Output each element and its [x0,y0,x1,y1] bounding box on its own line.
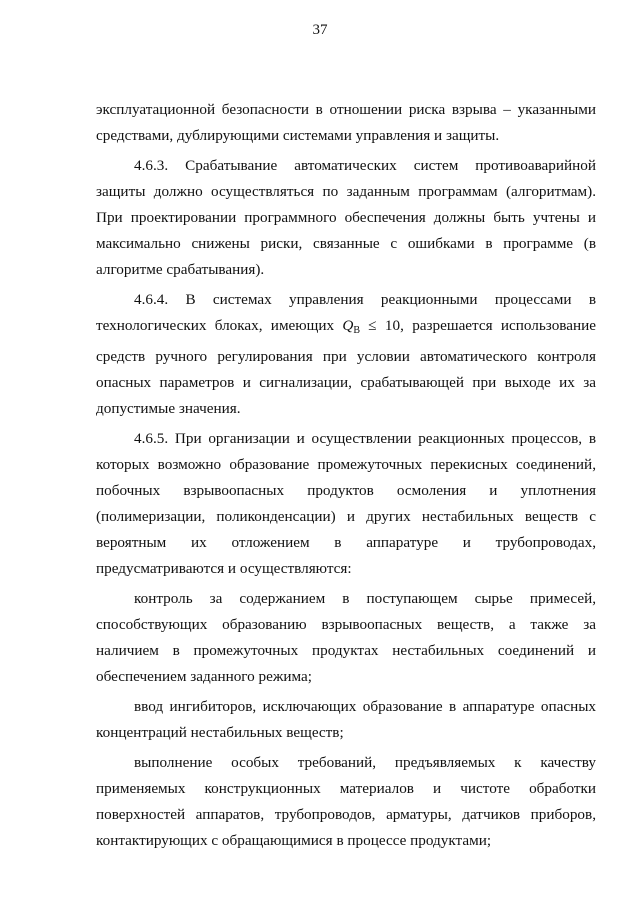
q-symbol: Q [342,317,354,334]
document-body [96,97,596,858]
list-item-inhibitors: ввод ингибиторов, исключающих образование в аппаратуре опасных концентраций нестабильных веществ; [96,698,596,741]
q-subscript: B [353,325,360,336]
paragraph-continuation: эксплуатационной безопасности в отношении риска взрыва – указанными средствами, дублирующими системами управления и защиты. [96,101,596,144]
paragraph-4-6-4-part-after: ≤ 10, разрешается использование средств ручного регулирования при условии автоматического контроля опасных параметров и сигнализации, срабатывающей при выходе их за допустимые значения. [96,317,596,417]
paragraph-4-6-4-part-before: 4.6.4. В системах управления реакционными процессами в технологических блоках, имеющих [96,291,596,334]
paragraph-4-6-3: 4.6.3. Срабатывание автоматических систем противоаварийной защиты должно осуществляться по заданным программам (алгоритмам). При проектировании программного обеспечения должны быть учтены и максимально снижены риски, связанные с ошибками в программе (в алгоритме срабатывания). [96,157,596,278]
paragraph-4-6-4 [96,287,596,422]
list-item-special-requirements: выполнение особых требований, предъявляемых к качеству применяемых конструкционных материалов и чистоте обработки поверхностей аппаратов, трубопроводов, арматуры, датчиков приборов, контактирующих с обращающимися в процессе продуктами; [96,754,596,849]
paragraph-4-6-5: 4.6.5. При организации и осуществлении реакционных процессов, в которых возможно образование промежуточных перекисных соединений, побочных взрывоопасных продуктов осмоления и уплотнения (полимеризации, поликонденсации) и других нестабильных веществ с вероятным их отложением в аппаратуре и трубопроводах, предусматриваются и осуществляются: [96,430,596,577]
list-item-control: контроль за содержанием в поступающем сырье примесей, способствующих образованию взрывоопасных веществ, а также за наличием в промежуточных продуктах нестабильных соединений и обеспечением заданного режима; [96,590,596,685]
page-number: 37 [312,22,328,38]
